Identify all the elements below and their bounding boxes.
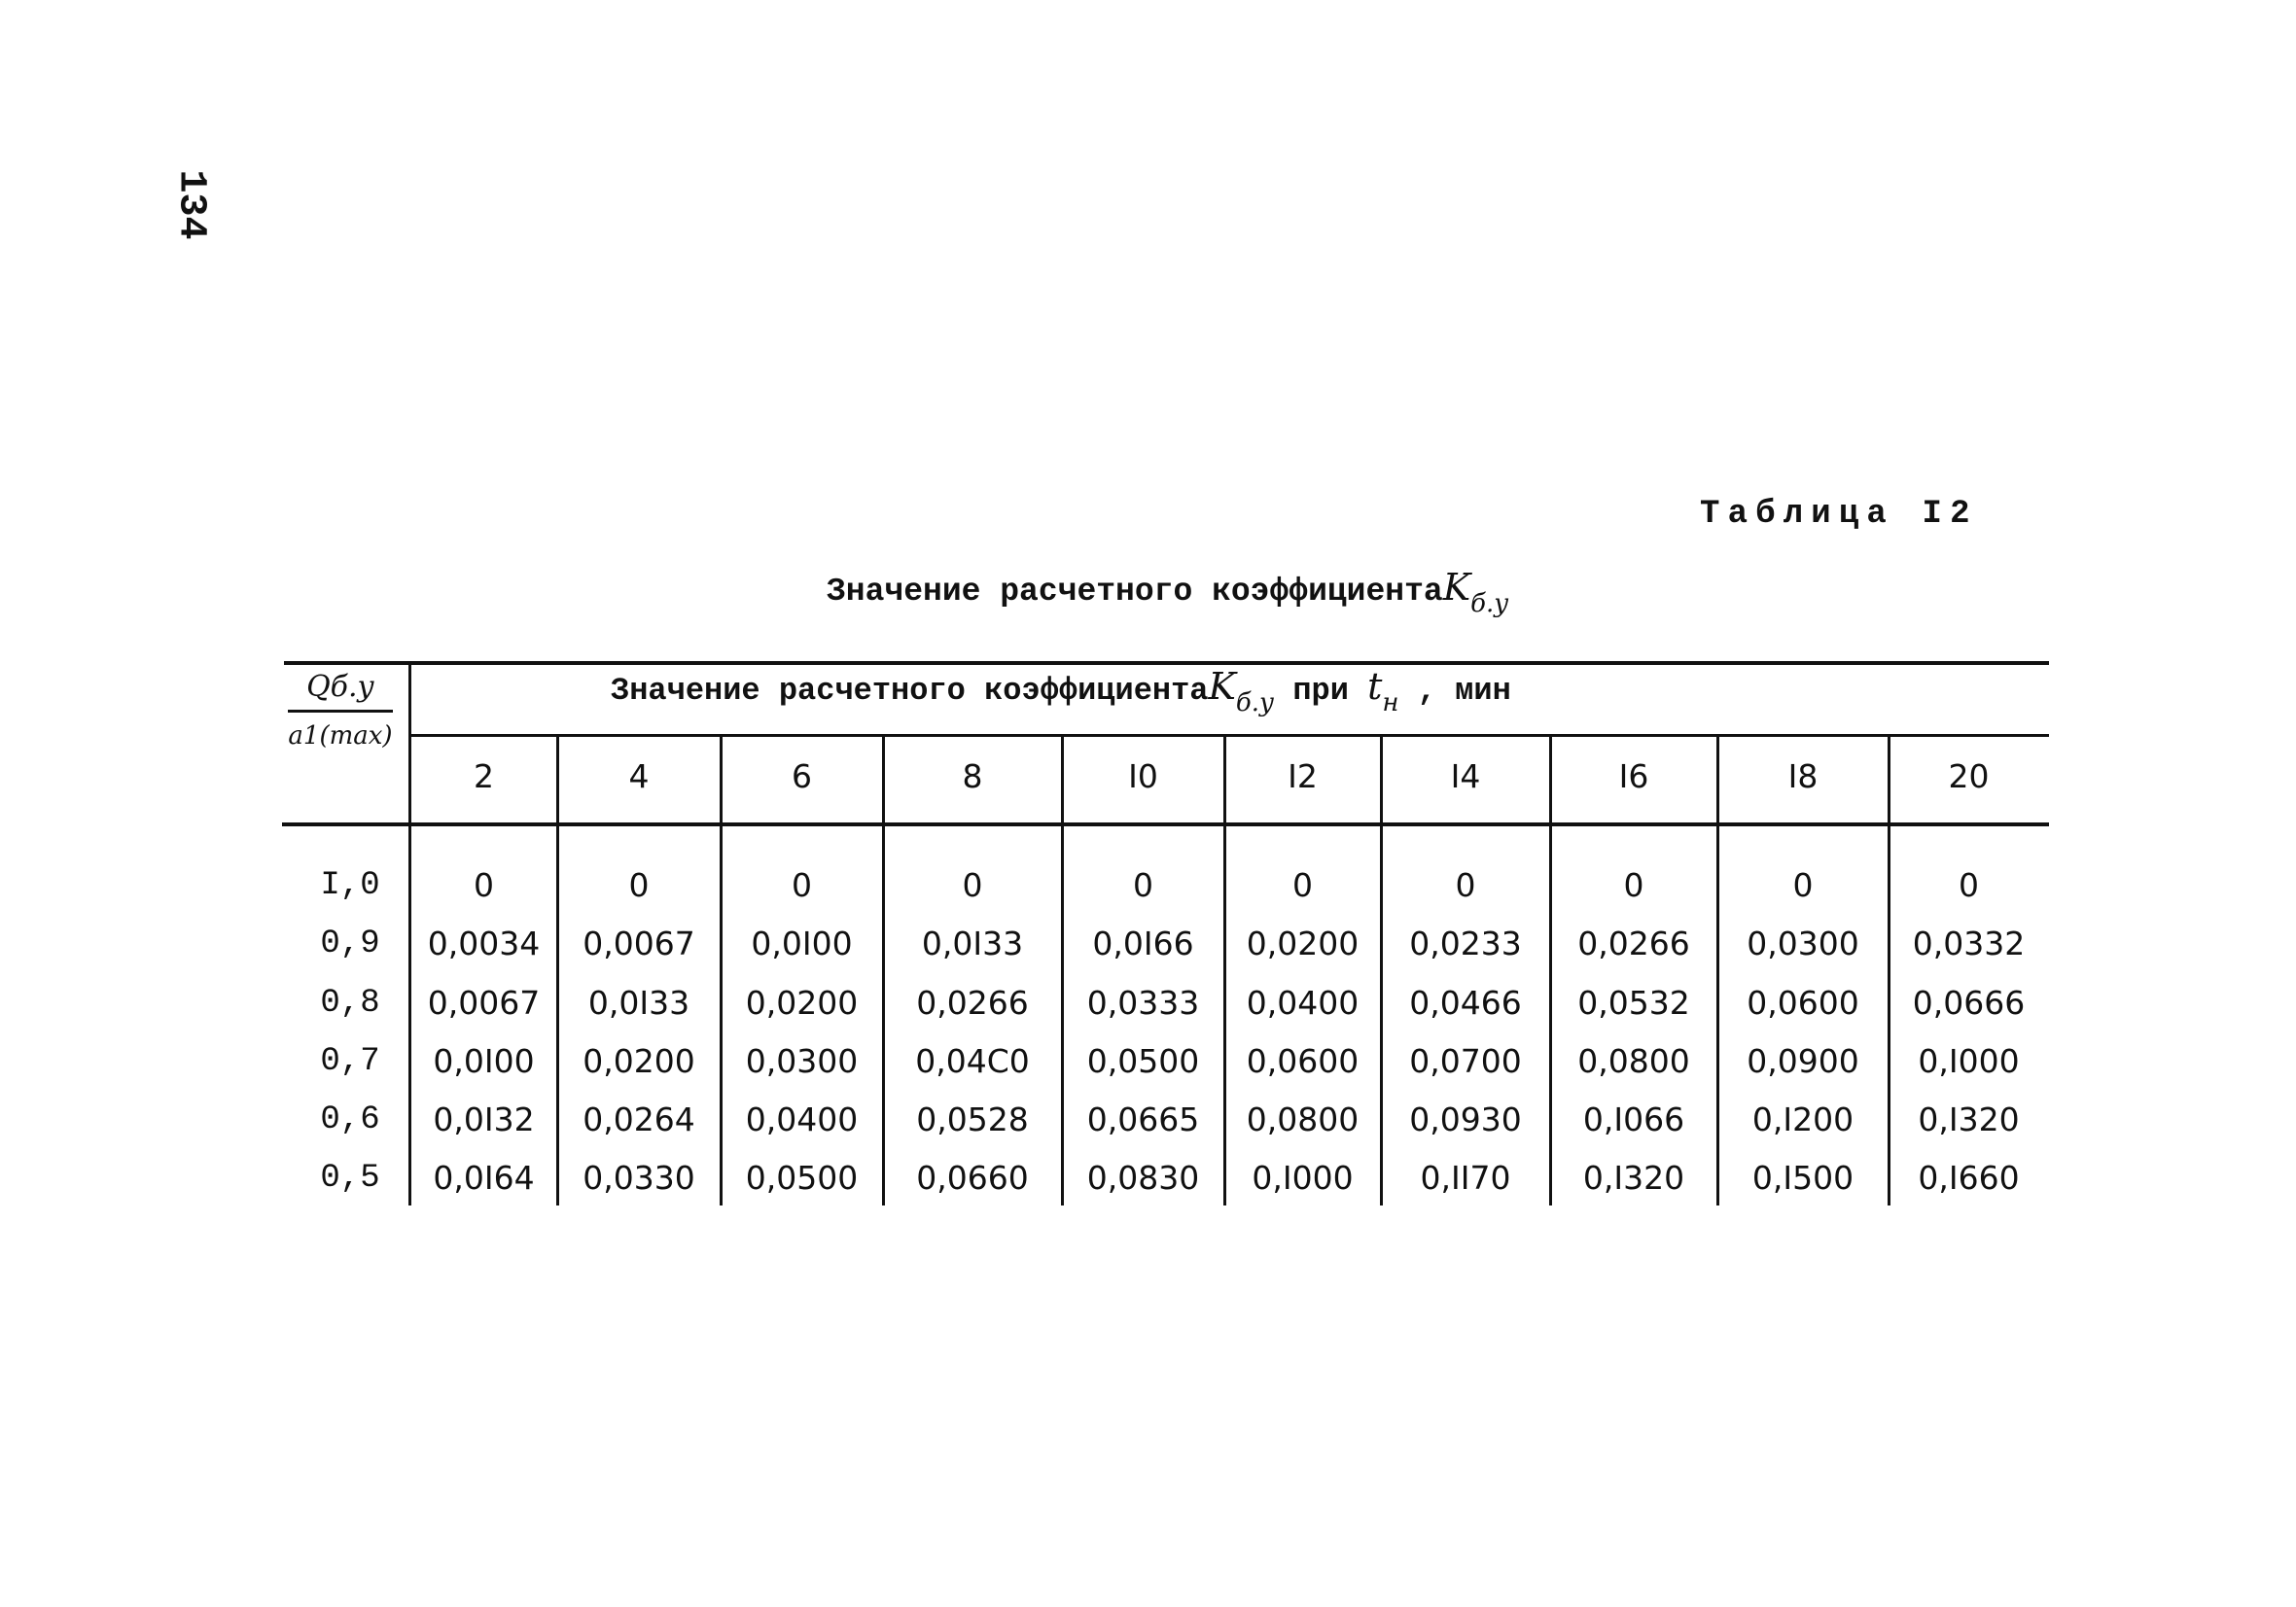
table-cell: 0,0266 [916, 984, 1029, 1022]
column-header: I6 [1618, 757, 1649, 795]
table-cell: 0,0800 [1246, 1100, 1360, 1138]
table-cell: 0,0I00 [433, 1042, 535, 1080]
table-cell: 0,II70 [1420, 1159, 1511, 1197]
column-header: I0 [1128, 757, 1158, 795]
coefficient-subscript: б.у [1470, 589, 1509, 618]
table-cell: 0,0700 [1409, 1042, 1522, 1080]
table-cell: 0,0665 [1086, 1100, 1200, 1138]
table-cell: 0,0I00 [751, 925, 853, 962]
table-cell: 0,0500 [745, 1159, 859, 1197]
coefficient-symbol: K [1442, 566, 1471, 609]
group-coefficient-subscript: б.у [1235, 688, 1275, 717]
row-label: 0,5 [320, 1160, 380, 1197]
group-header [611, 665, 1511, 717]
table-cell: 0 [1792, 866, 1814, 904]
page-number: 134 [168, 169, 213, 240]
table-cell: 0,0830 [1086, 1159, 1200, 1197]
table-cell: 0,I200 [1751, 1100, 1854, 1138]
table-cell: 0,I660 [1918, 1159, 2020, 1197]
table-cell: 0,0330 [583, 1159, 695, 1197]
column-header: I2 [1288, 757, 1318, 795]
group-header-rule [410, 734, 2049, 737]
table-cell: 0,0200 [1246, 925, 1360, 962]
table-cell: 0 [1292, 866, 1313, 904]
table-cell: 0,0I64 [433, 1159, 535, 1197]
ratio-header [282, 667, 399, 753]
table-cell: 0,0800 [1577, 1042, 1690, 1080]
table-cell: 0,I000 [1252, 1159, 1354, 1197]
column-header: 20 [1948, 757, 1990, 795]
table-title [827, 566, 1508, 618]
table-cell: 0 [1959, 866, 1979, 904]
table-cell: 0,I320 [1918, 1100, 2020, 1138]
table-cell: 0,0I33 [587, 984, 690, 1022]
table-cell: 0,0034 [427, 925, 541, 962]
table-cell: 0,0528 [916, 1100, 1029, 1138]
table-cell: 0,0200 [745, 984, 859, 1022]
table-cell: 0,0400 [1246, 984, 1360, 1022]
column-header: I4 [1450, 757, 1481, 795]
group-header-unit: , мин [1417, 673, 1511, 709]
table-cell: 0,0332 [1912, 925, 2026, 962]
table-cell: 0,0600 [1246, 1042, 1360, 1080]
table-cell: 0,0I66 [1092, 925, 1194, 962]
group-coefficient-symbol: K [1208, 665, 1236, 708]
column-header: 6 [792, 757, 812, 795]
table-cell: 0,0466 [1409, 984, 1522, 1022]
table-cell: 0,0266 [1577, 925, 1690, 962]
table-cell: 0 [1455, 866, 1476, 904]
table-cell: 0,I066 [1582, 1100, 1685, 1138]
time-subscript: н [1382, 688, 1399, 717]
time-symbol: t [1367, 665, 1383, 708]
table-cell: 0,04C0 [915, 1042, 1030, 1080]
row-label: I,0 [320, 867, 380, 904]
header-bottom-rule [282, 822, 2049, 826]
fraction-bar [288, 710, 393, 713]
table-cell: 0,0333 [1086, 984, 1200, 1022]
table-cell: 0,I500 [1751, 1159, 1854, 1197]
table-cell: 0,0930 [1409, 1100, 1522, 1138]
ratio-denominator: a1(max) [288, 721, 393, 751]
table-cell: 0,0660 [916, 1159, 1029, 1197]
column-header: I8 [1787, 757, 1819, 795]
table-cell: 0 [962, 866, 983, 904]
table-cell: 0 [1623, 866, 1644, 904]
group-header-at: при [1292, 673, 1349, 709]
table-cell: 0 [792, 866, 812, 904]
ratio-numerator: Qб.у [306, 670, 374, 704]
table-cell: 0,0067 [427, 984, 541, 1022]
table-cell: 0,0666 [1912, 984, 2026, 1022]
table-label: Таблица I2 [1700, 496, 1978, 533]
column-header: 8 [962, 757, 983, 795]
table-cell: 0,0400 [745, 1100, 859, 1138]
table-cell: 0,0200 [583, 1042, 695, 1080]
table-cell: 0 [1133, 866, 1153, 904]
table-cell: 0,0532 [1577, 984, 1690, 1022]
table-cell: 0,0264 [583, 1100, 695, 1138]
table-cell: 0,I000 [1918, 1042, 2020, 1080]
table-cell: 0,0500 [1086, 1042, 1200, 1080]
table-cell: 0,0300 [745, 1042, 859, 1080]
table-cell: 0,0233 [1409, 925, 1522, 962]
table-cell: 0,0600 [1747, 984, 1859, 1022]
column-header: 4 [628, 757, 650, 795]
table-cell: 0,0I33 [921, 925, 1024, 962]
row-label: 0,7 [320, 1043, 380, 1080]
table-cell: 0,0067 [583, 925, 695, 962]
table-cell: 0,0I32 [433, 1100, 535, 1138]
table-cell: 0 [474, 866, 494, 904]
column-header: 2 [474, 757, 494, 795]
table-cell: 0,0900 [1747, 1042, 1859, 1080]
row-label: 0,8 [320, 985, 380, 1022]
table-title-text: Значение расчетного коэффициента [827, 574, 1443, 610]
table-cell: 0 [628, 866, 650, 904]
row-label: 0,9 [320, 926, 380, 962]
group-header-text: Значение расчетного коэффициента [611, 673, 1209, 709]
table-cell: 0,0300 [1747, 925, 1859, 962]
row-label: 0,6 [320, 1101, 380, 1138]
table-cell: 0,I320 [1582, 1159, 1685, 1197]
